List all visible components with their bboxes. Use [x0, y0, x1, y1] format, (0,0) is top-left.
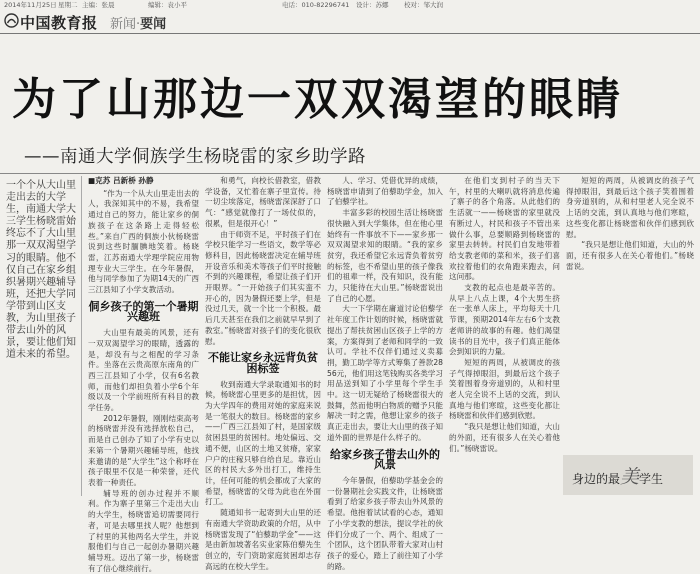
masthead — [0, 11, 700, 33]
paragraph: “我只是想让他们知道，大山的外面，还有很多人在关心着他们。”杨晓雷说。 — [449, 422, 560, 453]
headline-rule — [0, 173, 700, 174]
section-heading: 不能让家乡永远背负贫困标签 — [208, 351, 318, 375]
page-editor: 编辑：袁小平 — [148, 1, 187, 9]
section-name-primary: 新闻 — [110, 17, 137, 32]
lead-summary: 一个个从大山里走出去的大学生，南通大学大三学生杨晓雷始终忘不了大山里那一双双渴望学习的眼睛。他不仅自己在家乡组织暑期兴趣辅导班，还把大学同学带到山区支教，为山里孩子带去山外的风景，要让他们知道未来的希望。 — [6, 180, 76, 361]
paragraph: 辅导班的创办过程并不顺利。作为寨子里第三个走出大山的大学生，杨晓雷追切需要同行者，可是去哪里找人呢？他想到了村里的其他两名大学生，并说服他们与自己一起创办暑期兴趣辅导班。迈出了第一步，杨晓雷有了信心继续前行。 — [88, 488, 199, 573]
column-divider — [81, 176, 82, 496]
page-designer: 设计：苏娜 — [356, 1, 389, 9]
column-tag-pre: 身边的最 — [572, 472, 621, 486]
article-column-1 — [88, 176, 199, 573]
headline: 为了山那边一双双渴望的眼睛 — [12, 74, 623, 125]
chief-editor: 主编：张晨 — [82, 1, 115, 9]
paragraph: 大山里有最美的风景，还有一双双渴望学习的眼睛，透露的是，却没有与之相配的学习条件。坐落在云贵高原东南角的广西三江县知了小学，仅有6名教师，而他们却担负着小学6个年级以及一个学前班所有科目的教学任务。 — [88, 328, 199, 413]
article-column-2 — [205, 176, 321, 571]
paragraph: 2012年暑假，刚刚结束高考的杨晓雷并没有选择放松自己，而是自己创办了知了小学有史以来第一个暑期兴趣辅导班，他找来邀请的是“大学生”这个称呼在孩子眼里不仅是一种荣誉，还代表着一种责任。 — [88, 413, 199, 487]
paragraph: 支教的起点也是最辛苦的。从早上八点上课，4个大男生挤在一张单人床上，平均每天十几节课，预期2014年左右6个支教老师讲的故事的有趣。他们渴望读书的目光中，孩子们真正能体会到知识的力量。 — [449, 283, 560, 357]
paragraph: 丰富多彩的校园生活让杨晓雷很快融入到大学集体，但在他心里始终有一件事放不下——家乡那一双双渴望求知的眼睛。“我的家乡贫穷，我还希望它永远背负着贫穷的标签，也不希望山里的孩子像我们的祖辈一样，没有知识，没有能力，只能待在大山里。”杨晓雷说出了自己的心愿。 — [327, 208, 443, 303]
article-column-4 — [449, 176, 560, 496]
paragraph: “我只是想让他们知道，大山的外面，还有很多人在关心着他们。”杨晓雷说。 — [566, 240, 694, 271]
column-tag-post: 学生 — [639, 472, 664, 486]
paragraph: 和勇气，向校长借教室，借教学设备，又忙着在寨子里宣传。待一切尘埃落定，杨晓雷深深舒了口气：“感觉就像打了一场仗似的，很累，但是很开心！” — [205, 176, 321, 228]
column-tag-emphasis: 美 — [620, 466, 640, 488]
issue-date: 2014年11月25日 — [4, 1, 57, 9]
paragraph: 短短的两周，从被调皮的孩子气得掉眼泪，到最后这个孩子笑着围着身旁道别的，从和村里老人完全说不上话的交流，到认真地与他们寒暄，这些变化都让杨晓雷和伙伴们感到欣慰。 — [566, 176, 694, 239]
column-tag — [572, 462, 663, 489]
article-column-3 — [327, 176, 443, 571]
section-heading: 侗乡孩子的第一个暑期兴趣班 — [88, 299, 199, 324]
paragraph: 今年暑假，伯藜助学基金会的一份暑期社会实践文件，让杨晓雷看到了给家乡孩子带去山外风景的希望。他抱着试试看的心态，通知了小学支教的想法，提议学社的伙伴们分成了一个、两个、组成了一个团队，这个团队带着大家对山村孩子的爱心，踏上了前往知了小学的路。 — [327, 475, 443, 571]
editor-phone: 电话：010-82296741 — [282, 1, 350, 9]
top-info-bar — [0, 0, 700, 11]
paragraph: 大一下学期在庸道讨论伯藜学社年度工作计划的时候，杨晓雷就提出了帮扶贫困山区孩子上学的方案，方案得到了老师和同学的一致认可。学社不仅伴们通过义卖募捐，勤工助学等方式筹集了善款2856元，他们用这笔钱购买各类学习用品送到知了小学里每个学生手中。这一切无疑给了杨晓雷很大的鼓舞，然而他明白物质的赠予只能解决一时之需，他想让家乡的孩子真正走出去，要让大山里的孩子知道外面的世界是什么样子的。 — [327, 304, 443, 442]
newspaper-logo-icon — [4, 13, 19, 28]
section-name-secondary: 要闻 — [140, 17, 167, 32]
paragraph: 短短的两周，从被调皮的孩子气得掉眼泪，到最后这个孩子笑着围着身旁道别的，从和村里老人完全说不上话的交流，到认真地与他们寒暄，这些变化都让杨晓雷和伙伴们感到欣慰。 — [449, 357, 560, 421]
section-name — [110, 13, 166, 32]
paragraph: 人、学习、凭借优异的成绩，杨晓雷申请到了伯藜助学金，加入了伯藜学社。 — [327, 176, 443, 207]
masthead-rule — [0, 33, 700, 34]
paragraph: 随通知书一起寄到大山里的还有南通大学资助政策的介绍，从中杨晓雷发现了“伯藜助学金”——这是由新加坡著名实业家陈伯藜先生创立的，专门资助家庭贫困却志存高远的在校大学生。 — [205, 508, 321, 571]
paragraph: 在他们支到村子的当天下午，村里的大喇叭就将消息传遍了寨子的各个角落。从此他们的生活就一——杨晓雷的家里就没有断过人，村民和孩子不管出来做什么事，总要顺路到杨晓雷的家里去转转。村民们自发地带着给支教老师的菜和米，孩子们喜欢拉着他们的衣角跑来跑去，问这问那。 — [449, 176, 560, 282]
byline: ■克苏 吕新桥 孙静 — [88, 176, 154, 185]
paragraph: 由于师资不足，平时孩子们在学校只能学习一些语文，数学等必修科目，因此杨晓雷决定在辅导班开设音乐和美术等孩子们平时接触不到的兴趣课程，希望让孩子们开开眼界。“一开始孩子们其实蛮不开心的，因为暑假还要上学，但是没过几天，就一个比一个积极。最后几天甚至在我们之前就早早到了教室。”杨晓雷对孩子们的变化很欣慰。 — [205, 229, 321, 346]
subheadline: ——南通大学侗族学生杨晓雷的家乡助学路 — [24, 147, 366, 167]
paragraph: 收到南通大学录取通知书的时候，杨晓雷心里更多的是担忧，因为大学四年的费用对她的家庭来说是一笔很大的数目。杨晓雷的家乡——广西三江县知了村，是国家级贫困县里的贫困村。地处偏远、交通不便，山区的土地又贫瘠，家家户户的庄稼只够自给自足。靠近山区的村民大多外出打工，维持生计，任何可能的机会都成了大家的希望，杨晓雷的父母为此也在外面打工。 — [205, 379, 321, 507]
section-separator: · — [136, 17, 141, 32]
proofreader: 校对：邹大润 — [404, 1, 443, 9]
newspaper-name: 中国教育报 — [20, 14, 98, 32]
paragraph: “作为一个从大山里走出去的人，我深知其中的不易，我希望通过自己的努力，能让家乡的侗族孩子在这条路上走得轻松些。”来自广西的侗族小伙杨晓雷说到这些时腼腆地笑着。杨晓雷，江苏南通大学理学院应用物理专业大三学生。在今年暑假，他与同学参加了为期14天的广西三江县知了小学支教活动。 — [88, 188, 199, 295]
section-heading: 给家乡孩子带去山外的风景 — [330, 447, 440, 472]
article-column-5 — [566, 176, 694, 451]
issue-weekday: 星期二 — [58, 1, 78, 9]
